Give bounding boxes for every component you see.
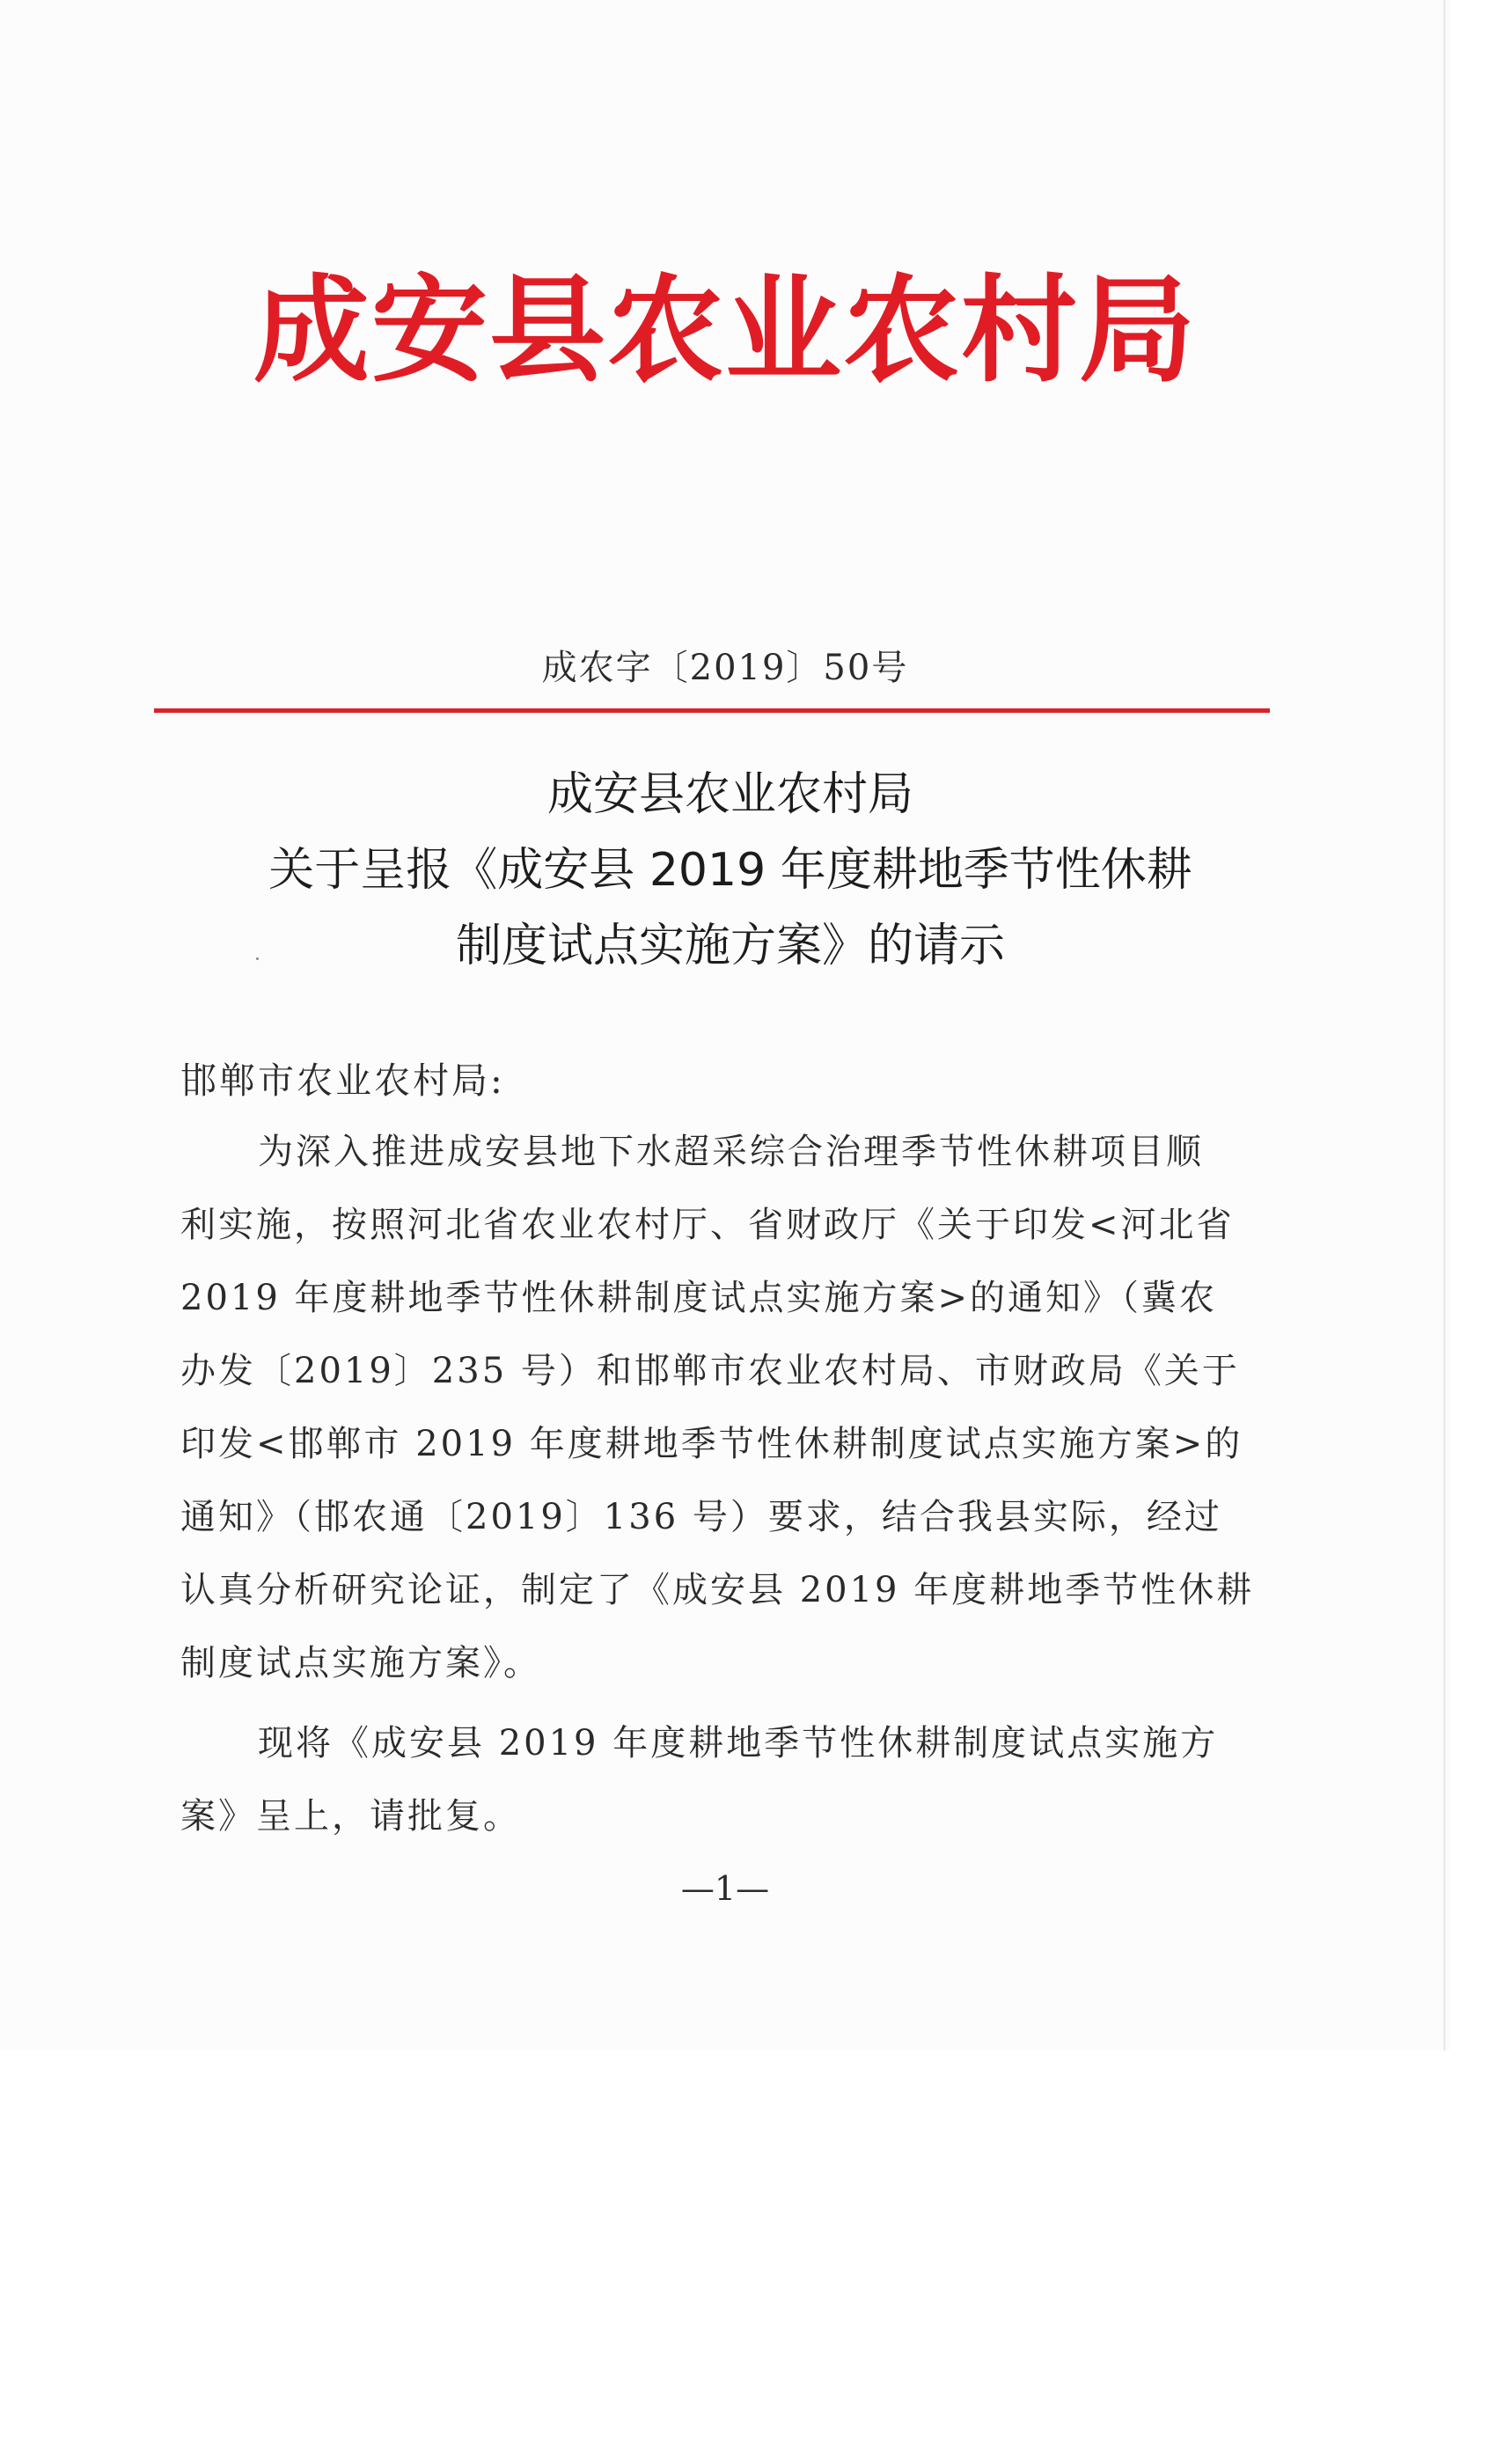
title-line: 关于呈报《成安县 2019 年度耕地季节性休耕 <box>268 844 1192 897</box>
body-line: 印发<邯郸市 2019 年度耕地季节性休耕制度试点实施方案>的 <box>180 1424 1243 1464</box>
title-line: 成安县农业农村局 <box>546 768 913 821</box>
header-organization: 成安县农业农村局 <box>253 262 1197 399</box>
body-line: 利实施，按照河北省农业农村厅、省财政厅《关于印发<河北省 <box>180 1205 1235 1245</box>
body-line: 办发〔2019〕235 号）和邯郸市农业农村局、市财政局《关于 <box>180 1351 1240 1391</box>
title-line: 制度试点实施方案》的请示 <box>455 920 1005 972</box>
body-line: 制度试点实施方案》。 <box>180 1643 541 1683</box>
body-paragraph-2 <box>180 1707 1250 1853</box>
scan-speck <box>256 957 259 960</box>
body-line: 认真分析研究论证，制定了《成安县 2019 年度耕地季节性休耕 <box>180 1570 1255 1610</box>
body-line: 通知》（邯农通〔2019〕136 号）要求，结合我县实际，经过 <box>180 1497 1222 1537</box>
salutation: 邯郸市农业农村局: <box>180 1060 505 1102</box>
body-line: 为深入推进成安县地下水超采综合治理季节性休耕项目顺 <box>258 1132 1204 1172</box>
body-line: 案》呈上，请批复。 <box>180 1796 521 1837</box>
page-number: —1— <box>680 1869 770 1908</box>
document-number: 成农字〔2019〕50号 <box>541 648 909 688</box>
body-line: 现将《成安县 2019 年度耕地季节性休耕制度试点实施方 <box>258 1723 1219 1764</box>
document-title <box>141 757 1320 984</box>
red-divider-line <box>154 708 1270 713</box>
body-line: 2019 年度耕地季节性休耕制度试点实施方案>的通知》（冀农 <box>180 1278 1218 1318</box>
body-paragraph-1 <box>180 1116 1255 1700</box>
